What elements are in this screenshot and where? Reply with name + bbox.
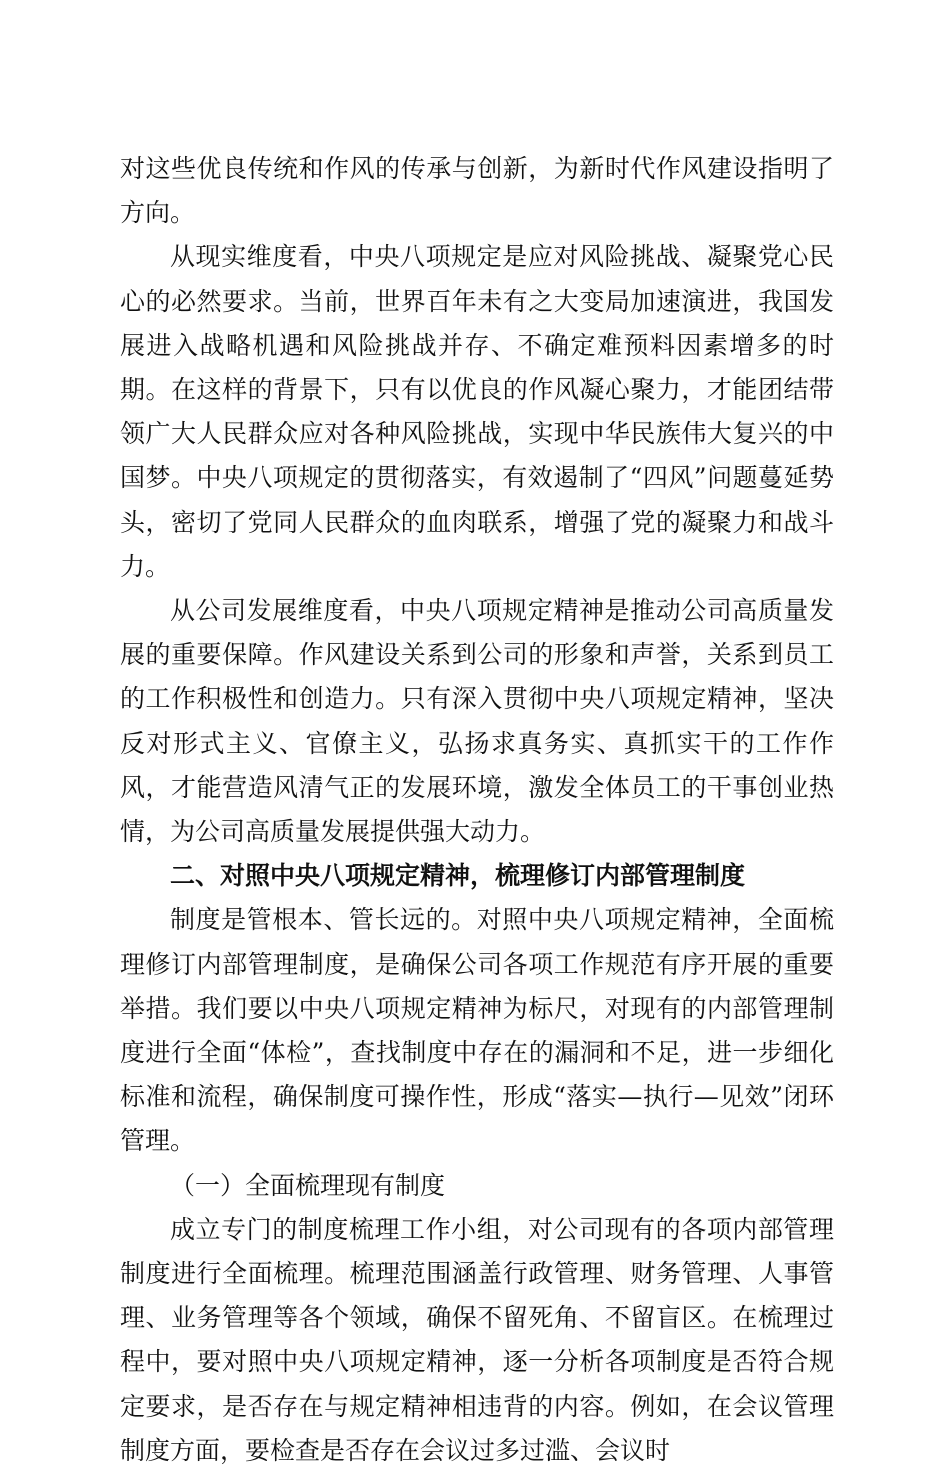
document-body — [120, 147, 834, 1473]
paragraph-reality-dimension: 从现实维度看，中央八项规定是应对风险挑战、凝聚党心民心的必然要求。当前，世界百年未有之大变局加速演进，我国发展进入战略机遇和风险挑战并存、不确定难预料因素增多的时期。在这样的背景下，只有以优良的作风凝心聚力，才能团结带领广大人民群众应对各种风险挑战，实现中华民族伟大复兴的中国梦。中央八项规定的贯彻落实，有效遏制了“四风”问题蔓延势头，密切了党同人民群众的血肉联系，增强了党的凝聚力和战斗力。 — [120, 242, 834, 581]
paragraph-continuation: 对这些优良传统和作风的传承与创新，为新时代作风建设指明了方向。 — [120, 154, 834, 228]
subsection-heading: （一）全面梳理现有制度 — [170, 1170, 446, 1200]
paragraph-review-system: 成立专门的制度梳理工作小组，对公司现有的各项内部管理制度进行全面梳理。梳理范围涵盖行政管理、财务管理、人事管理、业务管理等各个领域，确保不留死角、不留盲区。在梳理过程中，要对照中央八项规定精神，逐一分析各项制度是否符合规定要求，是否存在与规定精神相违背的内容。例如，在会议管理制度方面，要检查是否存在会议过多过滥、会议时 — [120, 1214, 834, 1465]
paragraph-system-intro: 制度是管根本、管长远的。对照中央八项规定精神，全面梳理修订内部管理制度，是确保公司各项工作规范有序开展的重要举措。我们要以中央八项规定精神为标尺，对现有的内部管理制度进行全面“体检”，查找制度中存在的漏洞和不足，进一步细化标准和流程，确保制度可操作性，形成“落实—执行—见效”闭环管理。 — [120, 905, 834, 1156]
section-heading: 二、对照中央八项规定精神，梳理修订内部管理制度 — [170, 861, 746, 891]
paragraph-company-dimension: 从公司发展维度看，中央八项规定精神是推动公司高质量发展的重要保障。作风建设关系到公司的形象和声誉，关系到员工的工作积极性和创造力。只有深入贯彻中央八项规定精神，坚决反对形式主义、官僚主义，弘扬求真务实、真抓实干的工作作风，才能营造风清气正的发展环境，激发全体员工的干事创业热情，为公司高质量发展提供强大动力。 — [120, 596, 834, 847]
